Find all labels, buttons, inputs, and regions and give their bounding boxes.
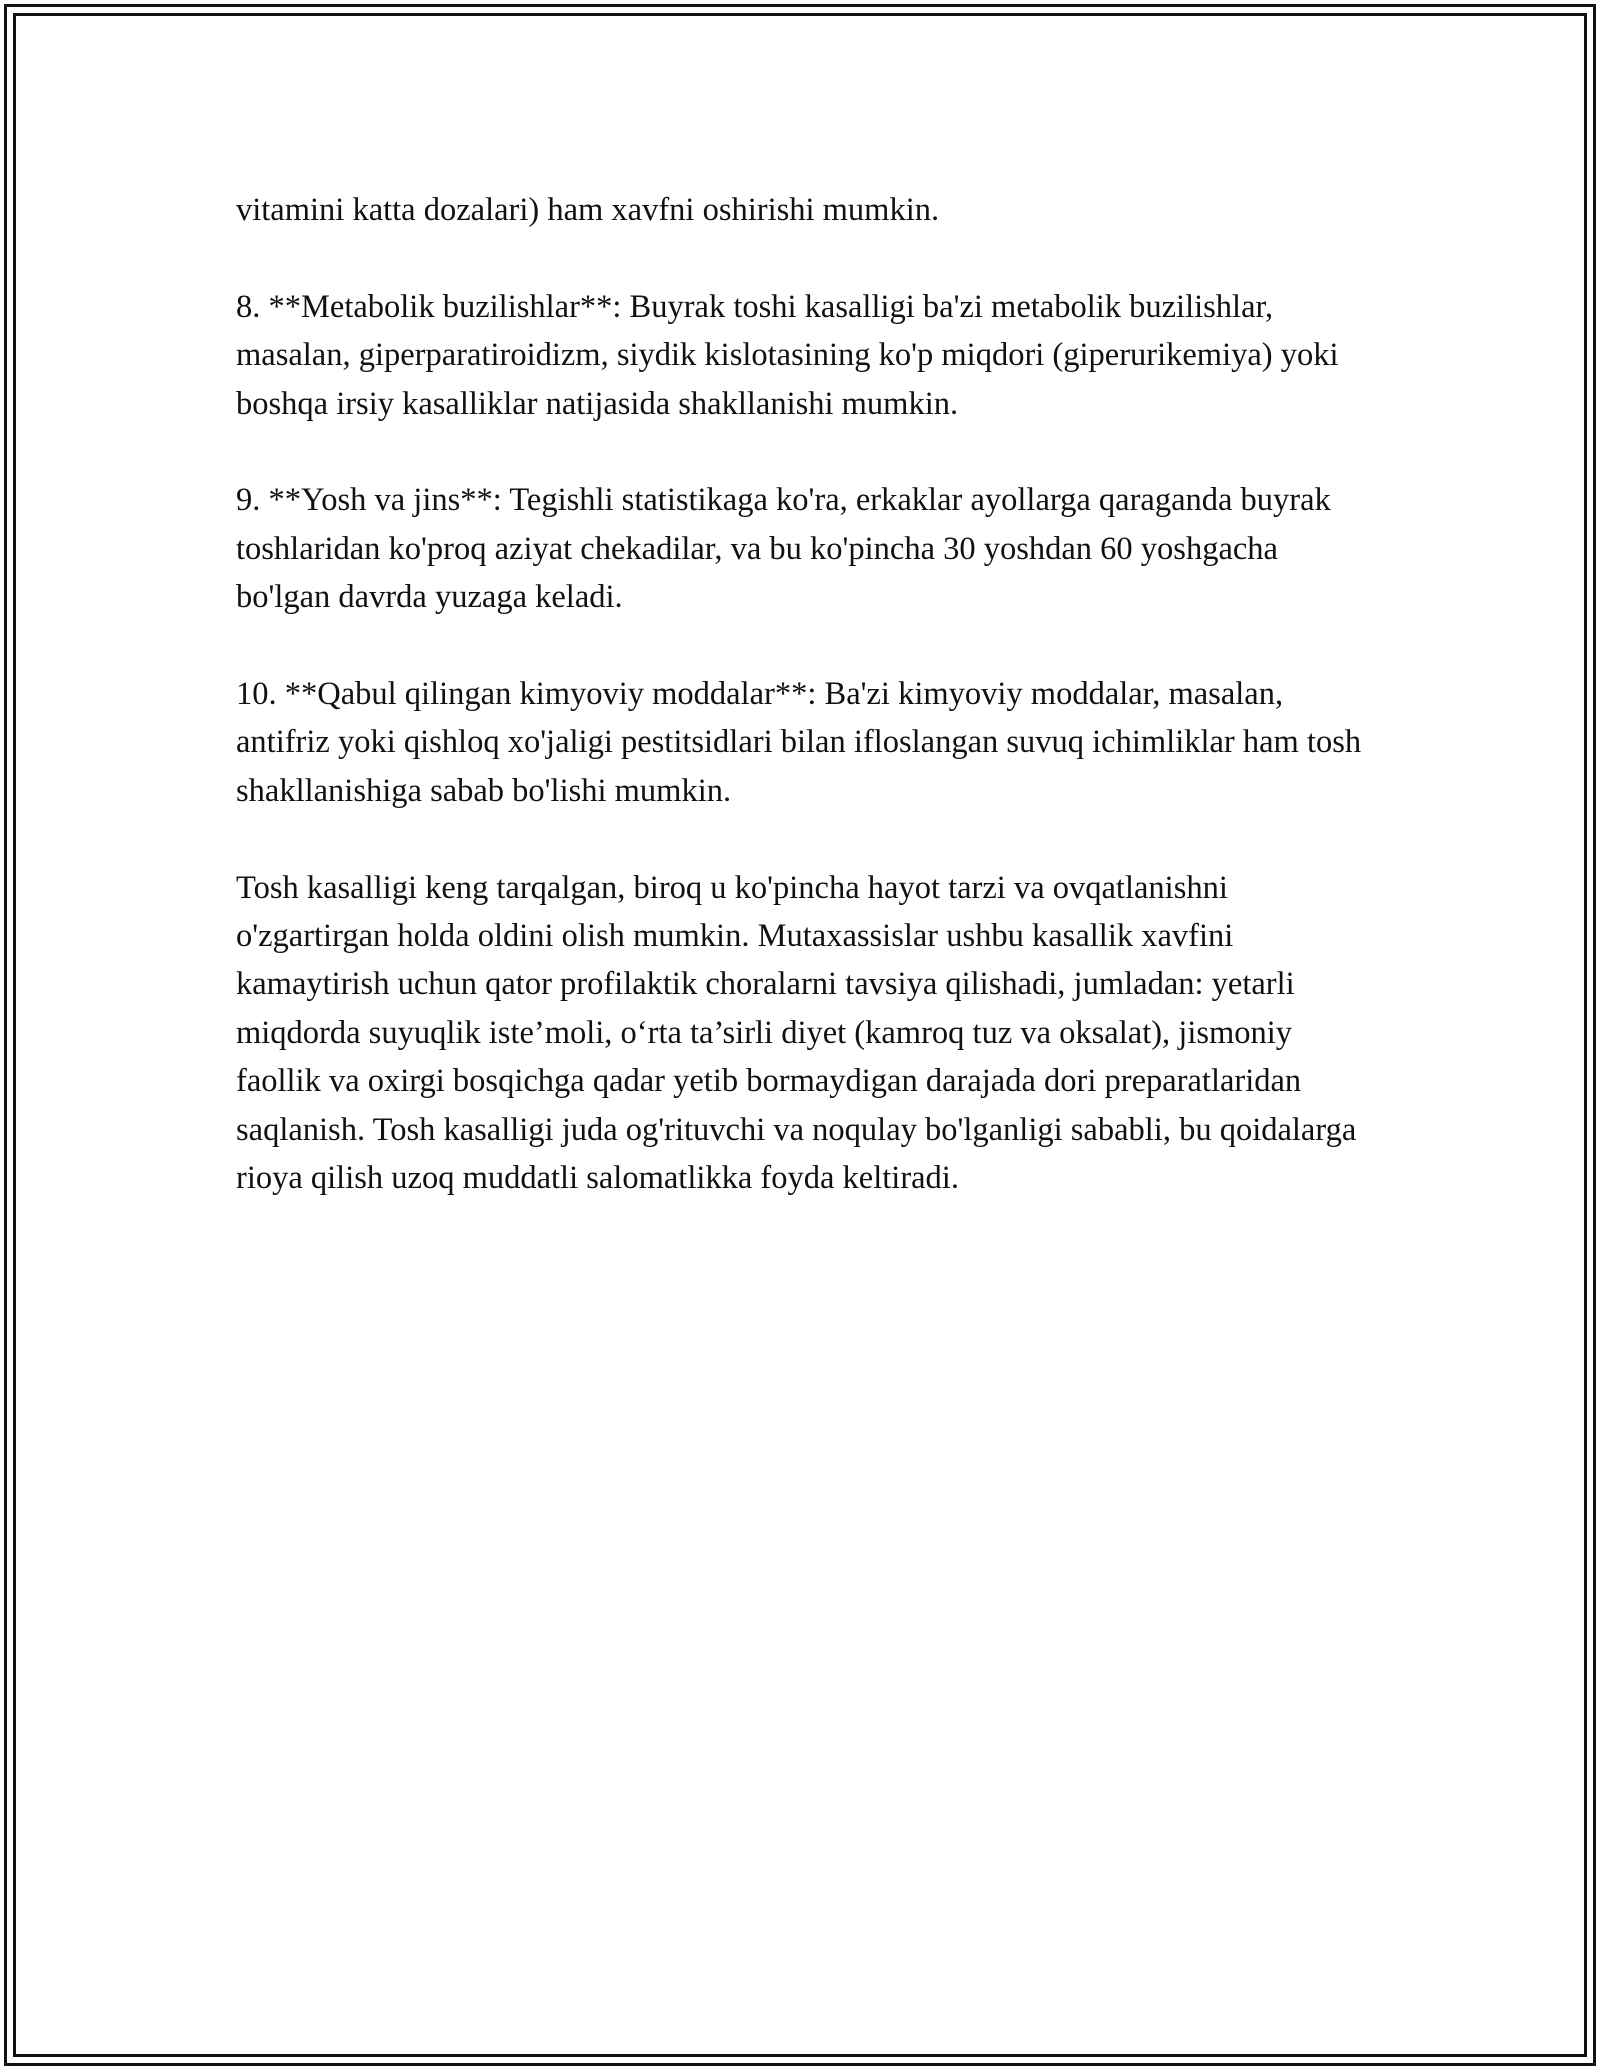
paragraph-chemical-substances: 10. **Qabul qilingan kimyoviy moddalar**: Ba'zi kimyoviy moddalar, masalan, antifriz yoki qishloq xo'jaligi pestitsidlari bilan ifloslangan suvuq ichimliklar ham tosh shakllanishiga sabab bo'lishi mumkin. [236, 676, 1362, 809]
paragraph-age-and-sex: 9. **Yosh va jins**: Tegishli statistikaga ko'ra, erkaklar ayollarga qaraganda buyrak toshlaridan ko'proq aziyat chekadilar, va bu ko'pincha 30 yoshdan 60 yoshgacha bo'lgan davrda yuzaga keladi. [236, 482, 1331, 616]
document-body [236, 186, 1376, 1202]
paragraph-continuation: vitamini katta dozalari) ham xavfni oshirishi mumkin. [236, 192, 940, 228]
paragraph-metabolic-disorders: 8. **Metabolik buzilishlar**: Buyrak toshi kasalligi ba'zi metabolik buzilishlar, masalan, giperparatiroidizm, siydik kislotasining ko'p miqdori (giperurikemiya) yoki boshqa irsiy kasalliklar natijasida shakllanishi mumkin. [236, 288, 1339, 422]
paragraph-conclusion: Tosh kasalligi keng tarqalgan, biroq u ko'pincha hayot tarzi va ovqatlanishni o'zgartirgan holda oldini olish mumkin. Mutaxassislar ushbu kasallik xavfini kamaytirish uchun qator profilaktik choralarni tavsiya qilishadi, jumladan: yetarli miqdorda suyuqlik iste’moli, o‘rta ta’sirli diyet (kamroq tuz va oksalat), jismoniy faollik va oxirgi bosqichga qadar yetib bormaydigan darajada dori preparatlaridan saqlanish. Tosh kasalligi juda og'rituvchi va noqulay bo'lganligi sababli, bu qoidalarga rioya qilish uzoq muddatli salomatlikka foyda keltiradi. [236, 869, 1357, 1197]
